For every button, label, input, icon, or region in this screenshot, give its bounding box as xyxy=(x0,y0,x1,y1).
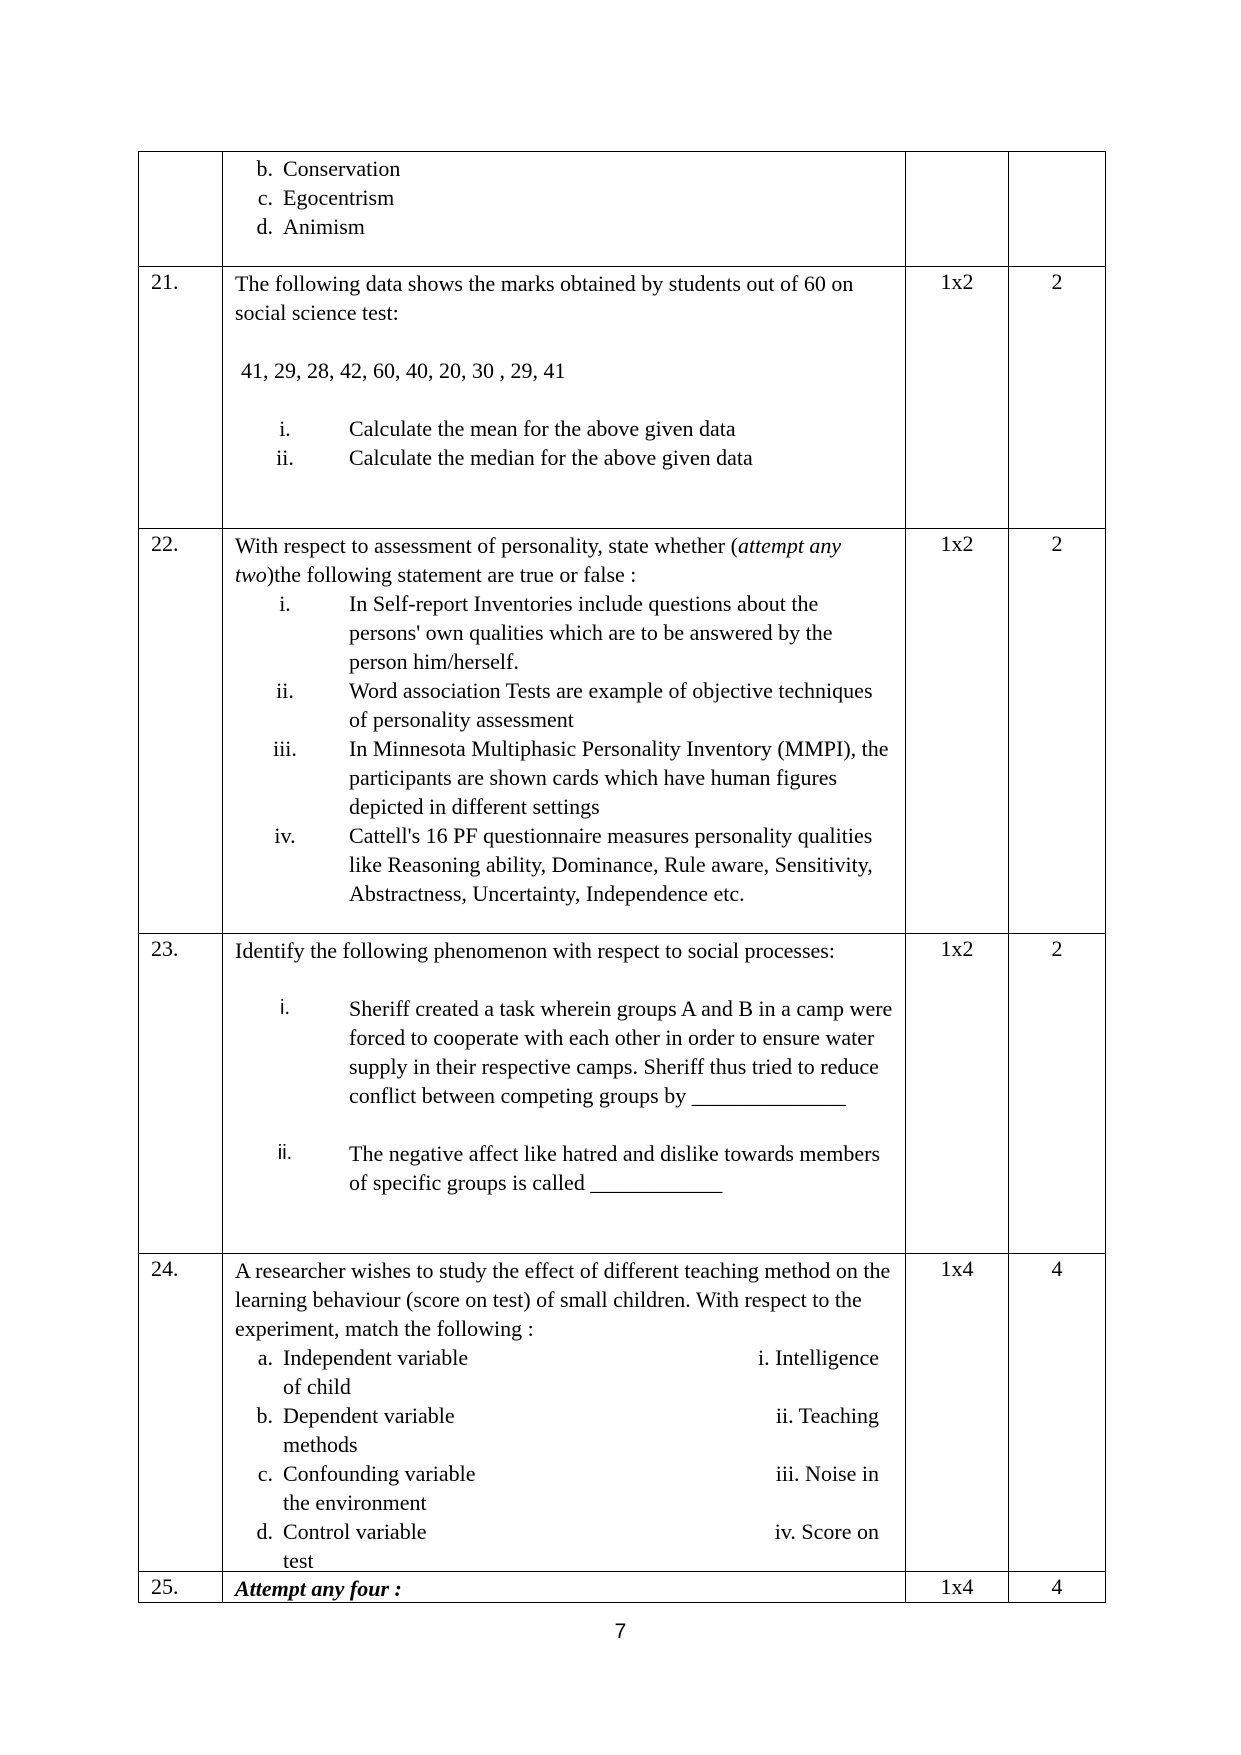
marks-breakdown: 1x4 xyxy=(906,1572,1009,1602)
option-b: b. Conservation xyxy=(256,156,401,181)
sub-question-i: i. Sheriff created a task wherein groups A and B in a camp were forced to cooperate with each other in order to ensure water supply in their respective camps. Sheriff thus tried to reduce conflict between competing groups by ______________ xyxy=(280,996,893,1108)
statement-i: i. In Self-report Inventories include questions about the persons' own qualities which are to be answered by the person him/herself. xyxy=(279,591,833,674)
data-values: 41, 29, 28, 42, 60, 40, 20, 30 , 29, 41 xyxy=(241,358,566,383)
question-cell xyxy=(223,267,906,528)
match-right-wrap: the environment xyxy=(283,1490,427,1515)
match-right-wrap: methods xyxy=(283,1432,358,1457)
table-row-23 xyxy=(139,933,1105,1253)
option-c: c. Egocentrism xyxy=(257,185,395,210)
marks-breakdown: 1x2 xyxy=(906,934,1009,1253)
match-right: iii. Noise in xyxy=(775,1461,879,1486)
statement-iii: iii. In Minnesota Multiphasic Personality Inventory (MMPI), the participants are shown cards which have human figures depicted in different settings xyxy=(273,736,889,819)
match-right-wrap: of child xyxy=(283,1374,351,1399)
question-number: 24. xyxy=(139,1254,223,1571)
table-row-20-continued xyxy=(139,152,1105,266)
question-number-cell xyxy=(139,152,223,266)
match-left: Confounding variable xyxy=(283,1461,476,1486)
statement-iv: iv. Cattell's 16 PF questionnaire measures personality qualities like Reasoning ability, Dominance, Rule aware, Sensitivity, Abstractness, Uncertainty, Independence etc. xyxy=(274,823,873,906)
statement-ii: ii. Word association Tests are example of objective techniques of personality assessment xyxy=(276,678,873,732)
marks-breakdown: 1x4 xyxy=(906,1254,1009,1571)
sub-question-ii: ii. The negative affect like hatred and dislike towards members of specific groups is called ____________ xyxy=(277,1141,881,1195)
table-row-24 xyxy=(139,1253,1105,1571)
question-number: 23. xyxy=(139,934,223,1253)
match-right-wrap: test xyxy=(283,1548,314,1573)
match-left: Control variable xyxy=(283,1519,427,1544)
page-number: 7 xyxy=(614,1620,627,1643)
total-marks: 4 xyxy=(1051,1574,1063,1599)
match-pair-c: c. Confounding variable iii. Noise in the environment xyxy=(235,1459,893,1517)
question-cell xyxy=(223,934,906,1253)
question-stem: With respect to assessment of personality, state whether (attempt any two)the following statement are true or false : xyxy=(235,533,842,587)
table-row-25 xyxy=(139,1571,1105,1602)
question-number: 22. xyxy=(139,529,223,933)
question-number: 25. xyxy=(139,1572,223,1602)
question-stem: The following data shows the marks obtained by students out of 60 on social science test: xyxy=(235,271,854,325)
match-left: Dependent variable xyxy=(283,1403,455,1428)
marks-breakdown: 1x2 xyxy=(906,267,1009,528)
match-pair-b: b. Dependent variable ii. Teaching methods xyxy=(235,1401,893,1459)
question-stem: Identify the following phenomenon with respect to social processes: xyxy=(235,938,835,963)
match-right: ii. Teaching xyxy=(775,1403,879,1428)
total-marks: 2 xyxy=(1051,531,1063,556)
total-marks: 2 xyxy=(1051,936,1063,961)
question-cell xyxy=(223,152,906,266)
question-number: 21. xyxy=(139,267,223,528)
question-cell xyxy=(223,1254,906,1571)
question-cell xyxy=(223,529,906,933)
match-right: iv. Score on xyxy=(774,1519,879,1544)
table-row-22 xyxy=(139,528,1105,933)
marks-cell xyxy=(906,152,1009,266)
match-left: Independent variable xyxy=(283,1345,469,1370)
match-pair-a: a. Independent variable i. Intelligence of child xyxy=(235,1343,893,1401)
total-cell xyxy=(1009,152,1105,266)
total-marks: 4 xyxy=(1051,1256,1063,1281)
option-d: d. Animism xyxy=(256,214,365,239)
sub-question-i: i. Calculate the mean for the above given data xyxy=(279,416,736,441)
total-marks: 2 xyxy=(1051,269,1063,294)
marks-breakdown: 1x2 xyxy=(906,529,1009,933)
question-table xyxy=(138,151,1106,1603)
question-cell xyxy=(223,1572,906,1602)
question-stem: A researcher wishes to study the effect of different teaching method on the learning behaviour (score on test) of small children. With respect to the experiment, match the following : xyxy=(235,1258,891,1341)
question-stem: Attempt any four : xyxy=(235,1576,402,1601)
match-pair-d: d. Control variable iv. Score on test xyxy=(235,1517,893,1575)
sub-question-ii: ii. Calculate the median for the above given data xyxy=(276,445,753,470)
match-right: i. Intelligence xyxy=(758,1345,879,1370)
table-row-21 xyxy=(139,266,1105,528)
